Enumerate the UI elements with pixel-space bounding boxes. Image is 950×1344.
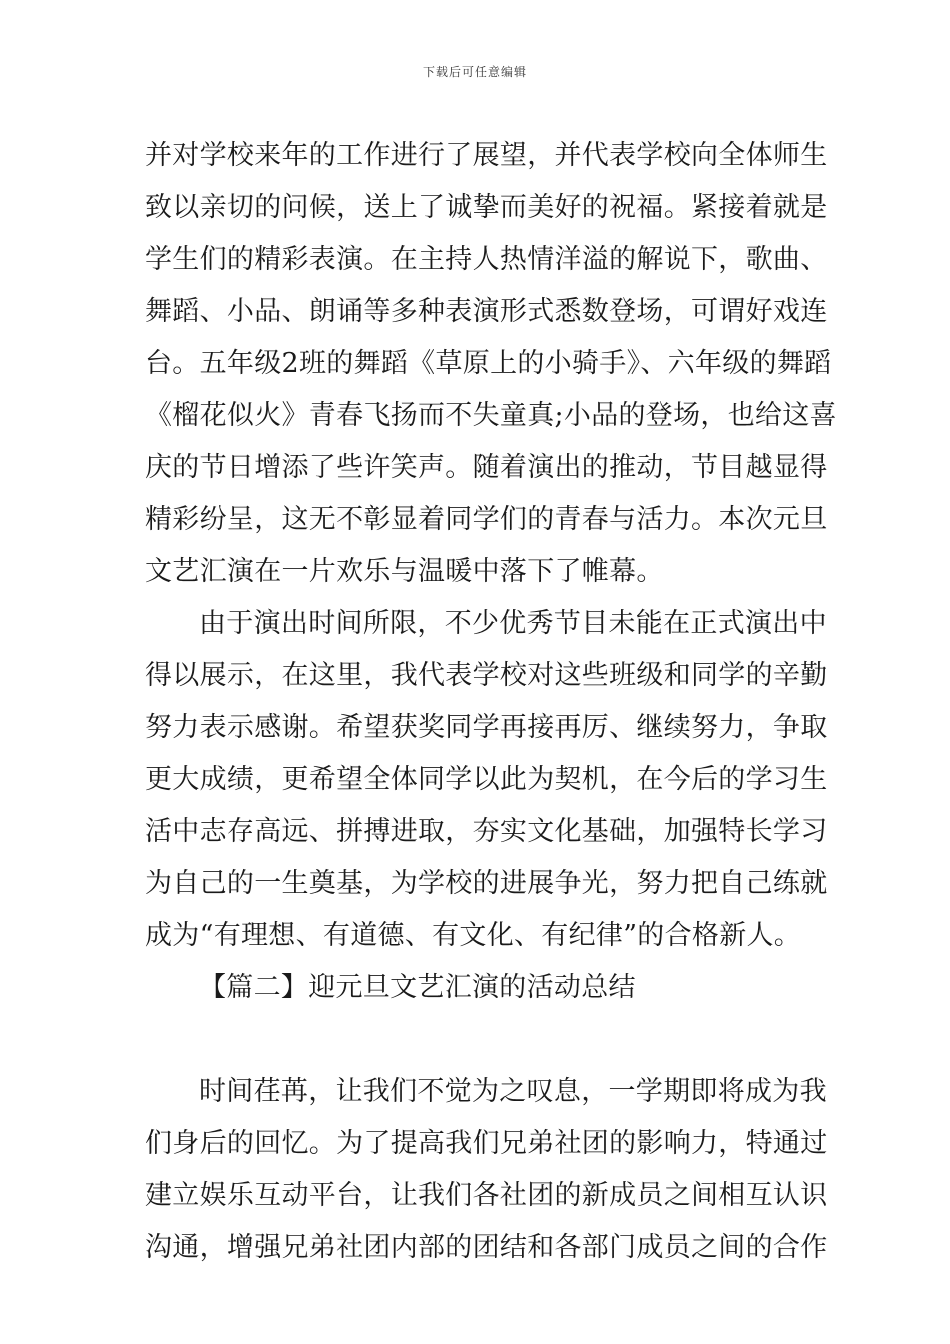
text-line: 舞蹈、小品、朗诵等多种表演形式悉数登场，可谓好戏连 [145,296,828,327]
page-header: 下载后可任意编辑 [422,65,527,79]
text-line: 时间荏苒，让我们不觉为之叹息，一学期即将成为我 [199,1076,827,1107]
text-line: 【篇二】迎元旦文艺汇演的活动总结 [199,972,636,1003]
text-line: 活中志存高远、拼搏进取，夯实文化基础，加强特长学习 [145,816,828,847]
text-line: 得以展示，在这里，我代表学校对这些班级和同学的辛勤 [145,660,828,691]
text-line: 学生们的精彩表演。在主持人热情洋溢的解说下，歌曲、 [145,244,828,275]
text-line: 庆的节日增添了些许笑声。随着演出的推动，节目越显得 [145,452,828,483]
text-line: 文艺汇演在一片欢乐与温暖中落下了帷幕。 [145,556,664,587]
text-line: 更大成绩，更希望全体同学以此为契机，在今后的学习生 [145,764,828,795]
text-line: 们身后的回忆。为了提高我们兄弟社团的影响力，特通过 [145,1128,828,1159]
text-line: 《榴花似火》青春飞扬而不失童真;小品的登场，也给这喜 [145,400,837,431]
text-line: 成为“有理想、有道德、有文化、有纪律”的合格新人。 [145,920,802,951]
text-line: 精彩纷呈，这无不彰显着同学们的青春与活力。本次元旦 [145,504,828,535]
text-line: 努力表示感谢。希望获奖同学再接再厉、继续努力，争取 [145,712,828,743]
text-line: 沟通，增强兄弟社团内部的团结和各部门成员之间的合作 [145,1232,828,1263]
text-line: 致以亲切的问候，送上了诚挚而美好的祝福。紧接着就是 [145,192,828,223]
text-line: 为自己的一生奠基，为学校的进展争光，努力把自己练就 [145,868,828,899]
text-line: 台。五年级2班的舞蹈《草原上的小骑手》、六年级的舞蹈 [145,348,832,379]
text-line: 由于演出时间所限，不少优秀节目未能在正式演出中 [199,608,827,639]
text-line: 建立娱乐互动平台，让我们各社团的新成员之间相互认识 [145,1180,828,1211]
text-line: 并对学校来年的工作进行了展望，并代表学校向全体师生 [145,140,828,171]
